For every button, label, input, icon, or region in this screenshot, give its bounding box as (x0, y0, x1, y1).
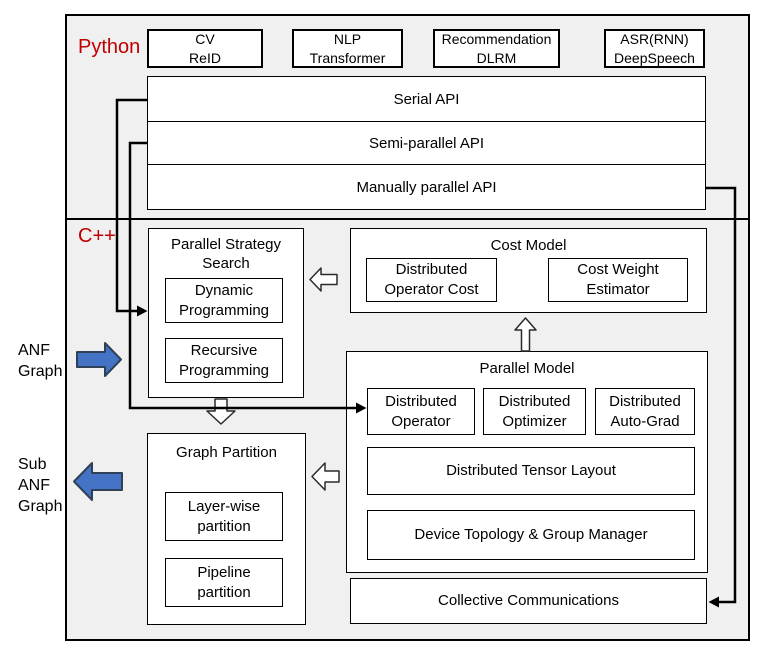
manually-parallel-api-layer: Manually parallel API (147, 164, 706, 210)
app-box-cv-reid (147, 29, 263, 68)
box-line: Pipeline (197, 563, 251, 581)
app-box-line: ReID (189, 49, 221, 66)
app-box-line: ASR(RNN) (620, 30, 689, 47)
dynamic-programming-box (165, 278, 283, 323)
box-line: Operator Cost (384, 281, 479, 298)
cost-model-to-strategy-search-arrow-icon (309, 266, 338, 293)
strategy-search-to-graph-partition-arrow-icon (205, 398, 237, 425)
app-box-line: DeepSpeech (614, 49, 695, 66)
parallel-model-to-graph-partition-arrow-icon (311, 458, 340, 495)
app-box-recommendation-dlrm (433, 29, 560, 68)
box-line: Cost Weight (577, 261, 659, 278)
box-line: Optimizer (502, 412, 567, 430)
box-line: Programming (178, 361, 270, 379)
device-topology-group-manager-box: Device Topology & Group Manager (367, 510, 695, 560)
distributed-optimizer-box (483, 388, 586, 435)
title-line: Parallel Strategy (170, 236, 282, 253)
serial-api-layer: Serial API (147, 76, 706, 122)
distributed-auto-grad-box (595, 388, 695, 435)
distributed-operator-box (367, 388, 475, 435)
collective-communications-box: Collective Communications (350, 578, 707, 624)
semi-parallel-api-layer: Semi-parallel API (147, 121, 706, 166)
python-cpp-divider (65, 218, 750, 220)
cpp-section-label: C++ (78, 225, 116, 247)
anf-graph-input-arrow-icon (76, 341, 123, 378)
distributed-operator-cost-box (366, 258, 497, 302)
cost-model-title: Cost Model (490, 237, 567, 254)
anf-graph-label: ANF Graph (18, 342, 63, 380)
app-box-line: Transformer (309, 49, 386, 66)
box-line: Distributed (385, 392, 457, 410)
box-line: Dynamic (194, 281, 254, 299)
app-box-line: Recommendation (441, 30, 552, 47)
box-line: Operator (391, 412, 451, 430)
title-line: Search (202, 255, 250, 272)
box-line: Distributed (395, 261, 468, 278)
layer-wise-partition-box (165, 492, 283, 541)
python-section-label: Python (78, 36, 141, 58)
box-line: Programming (178, 301, 270, 319)
app-box-nlp-transformer (292, 29, 403, 68)
box-line: Distributed (609, 392, 681, 410)
parallel-model-to-cost-model-arrow-icon (513, 317, 538, 352)
box-line: Estimator (586, 281, 650, 298)
graph-partition-title: Graph Partition (176, 444, 277, 461)
parallel-model-title: Parallel Model (479, 360, 575, 377)
box-line: Recursive (190, 341, 258, 359)
box-line: Distributed (498, 392, 571, 410)
distributed-tensor-layout-box: Distributed Tensor Layout (367, 447, 695, 495)
app-box-line: DLRM (476, 49, 517, 66)
app-box-line: NLP (333, 30, 362, 47)
sub-anf-graph-label: Sub ANF Graph (18, 456, 63, 515)
sub-anf-graph-output-arrow-icon (72, 459, 124, 504)
cost-weight-estimator-box (548, 258, 688, 302)
box-line: partition (197, 583, 251, 601)
parallel-strategy-search-title (149, 235, 303, 273)
box-line: Layer-wise (187, 497, 261, 515)
app-box-line: CV (195, 30, 215, 47)
box-line: partition (197, 517, 251, 535)
pipeline-partition-box (165, 558, 283, 607)
box-line: Auto-Grad (610, 412, 680, 430)
recursive-programming-box (165, 338, 283, 383)
app-box-asr-deepspeech (604, 29, 705, 68)
